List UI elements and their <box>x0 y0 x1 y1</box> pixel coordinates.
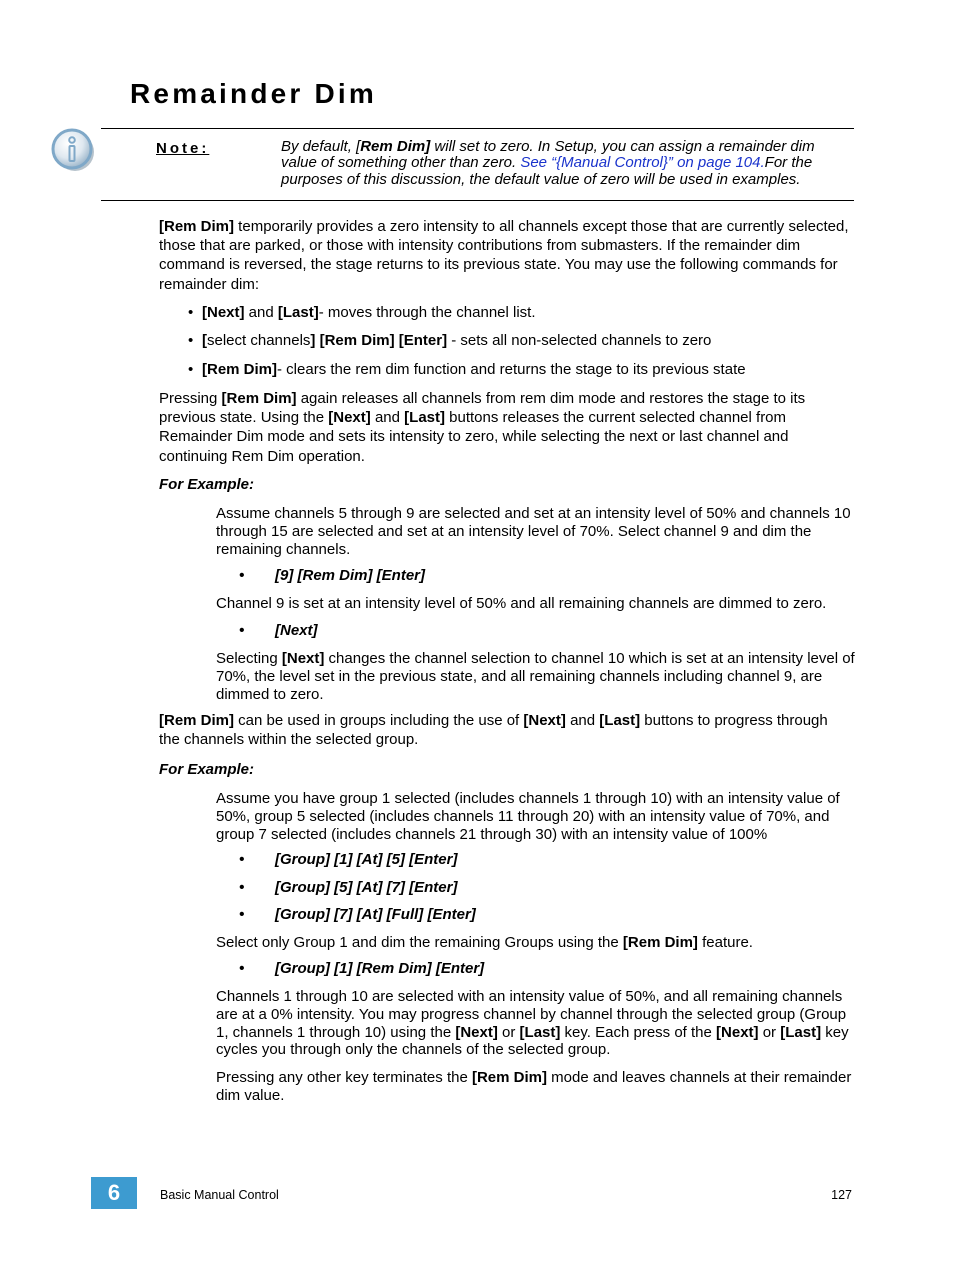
pressing-paragraph: Pressing [Rem Dim] again releases all channels from rem dim mode and restores the stage to its previous state. Using the [Next] and [Last] buttons releases the current selected channel from Remainder Dim mode and sets its intensity to zero, while selecting the next or last channel and continuing Rem Dim operation. <box>159 390 806 465</box>
groups-paragraph: [Rem Dim] can be used in groups including the use of [Next] and [Last] buttons to progress through the channels within the selected group. <box>159 712 828 749</box>
chapter-number-badge: 6 <box>91 1177 137 1209</box>
info-icon <box>50 127 98 175</box>
example-result: Channels 1 through 10 are selected with an intensity value of 50%, and all remaining channels are at a 0% intensity. You may progress channel by channel through the selected group (Group 1, channels 1 through 10) using the [Next] or [Last] key. Each press of the [Next] or [Last] key cycles you through only the channels of the selected group. <box>216 988 849 1059</box>
note-bottom-rule <box>101 200 854 201</box>
manual-control-link[interactable]: See “{Manual Control}” on page 104. <box>520 154 765 172</box>
example-result: Channel 9 is set at an intensity level of 50% and all remaining channels are dimmed to zero. <box>216 595 827 612</box>
final-paragraph: Pressing any other key terminates the [Rem Dim] mode and leaves channels at their remainder dim value. <box>216 1069 852 1104</box>
footer-section-title: Basic Manual Control <box>160 1188 279 1202</box>
note-top-rule <box>101 128 854 129</box>
note-text: By default, [Rem Dim] will set to zero. In Setup, you can assign a remainder dim value of something other than zero. See “{Manual Control}” on page 104.For the purposes of this discussion, the default value of zero will be used in examples. <box>281 138 815 188</box>
example-paragraph: Assume channels 5 through 9 are selected and set at an intensity level of 50% and channels 10 through 15 are selected and set at an intensity level of 70%. Select channel 9 and dim the remaining channels. <box>216 505 851 558</box>
intro-paragraph: [Rem Dim] temporarily provides a zero intensity to all channels except those that are currently selected, those that are parked, or those with intensity contributions from submasters. If the remainder dim command is reversed, the stage returns to its previous state. You may use the following commands for remainder dim: <box>159 218 849 293</box>
note-label: Note: <box>156 140 210 157</box>
page-title: Remainder Dim <box>130 78 377 109</box>
example-heading: For Example: <box>159 761 255 778</box>
example-result: Selecting [Next] changes the channel selection to channel 10 which is set at an intensity level of 70%, the level set in the previous state, and all remaining channels including channel 9, are dimmed to zero. <box>216 650 855 703</box>
example-result: Select only Group 1 and dim the remaining Groups using the [Rem Dim] feature. <box>216 934 753 951</box>
example-heading: For Example: <box>159 476 255 493</box>
example-paragraph: Assume you have group 1 selected (includes channels 1 through 10) with an intensity value of 50%, group 5 selected (includes channels 11 through 20) with an intensity value of 70%, and group 7 selected (includes channels 21 through 30) with an intensity value of 100% <box>216 790 840 843</box>
page-number: 127 <box>831 1188 852 1202</box>
